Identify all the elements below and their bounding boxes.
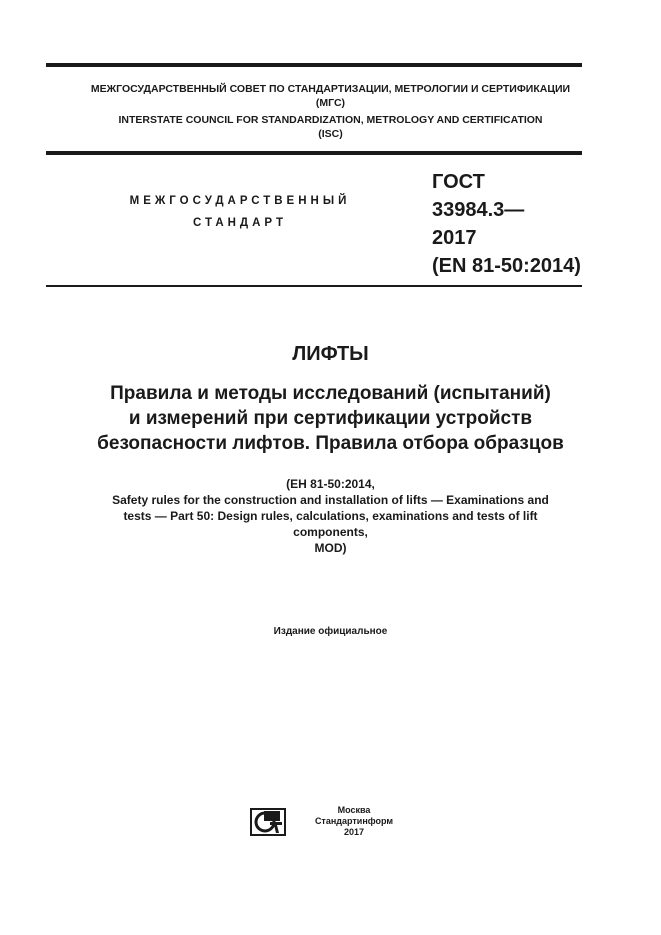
designation-line3: 2017 [432, 227, 477, 249]
standard-kind [100, 190, 380, 234]
document-title: ЛИФТЫ [292, 343, 369, 365]
council-en-line1: INTERSTATE COUNCIL FOR STANDARDIZATION, METROLOGY AND CERTIFICATION [118, 114, 543, 126]
header-rule [46, 151, 582, 155]
council-en [0, 113, 661, 141]
standard-kind-line1: МЕЖГОСУДАРСТВЕННЫЙ [129, 195, 351, 207]
designation-line2: 33984.3— [432, 199, 525, 221]
standartinform-logo-icon [250, 808, 286, 836]
council-en-line2: (ISC) [318, 128, 343, 140]
designation-line1: ГОСТ [432, 171, 485, 193]
designation-line4: (EN 81-50:2014) [432, 255, 581, 277]
publisher-city: Москва [337, 805, 371, 815]
reference-line1: (EH 81-50:2014, [286, 477, 375, 491]
reference-line4: components, [293, 525, 368, 539]
subtitle-line2: и измерений при сертификации устройств [128, 408, 533, 429]
publisher-name: Стандартинформ [314, 816, 394, 826]
council-ru [0, 82, 661, 110]
standard-designation [432, 168, 612, 280]
council-ru-line2: (МГС) [315, 97, 346, 109]
standard-kind-line2: СТАНДАРТ [193, 217, 287, 229]
en-reference [0, 476, 661, 556]
publisher-year: 2017 [343, 827, 365, 837]
edition-note: Издание официальное [273, 626, 388, 637]
reference-line2: Safety rules for the construction and installation of lifts — Examinations and [112, 493, 549, 507]
reference-line5: MOD) [314, 541, 347, 555]
document-subtitle [0, 381, 661, 456]
subtitle-line1: Правила и методы исследований (испытаний) [110, 383, 551, 404]
publisher [304, 805, 404, 838]
reference-line3: tests — Part 50: Design rules, calculations, examinations and tests of lift [123, 509, 538, 523]
council-ru-line1: МЕЖГОСУДАРСТВЕННЫЙ СОВЕТ ПО СТАНДАРТИЗАЦИИ, МЕТРОЛОГИИ И СЕРТИФИКАЦИИ [90, 83, 571, 95]
top-rule [46, 63, 582, 67]
designation-rule [46, 285, 582, 287]
subtitle-line3: безопасности лифтов. Правила отбора образцов [97, 433, 564, 454]
